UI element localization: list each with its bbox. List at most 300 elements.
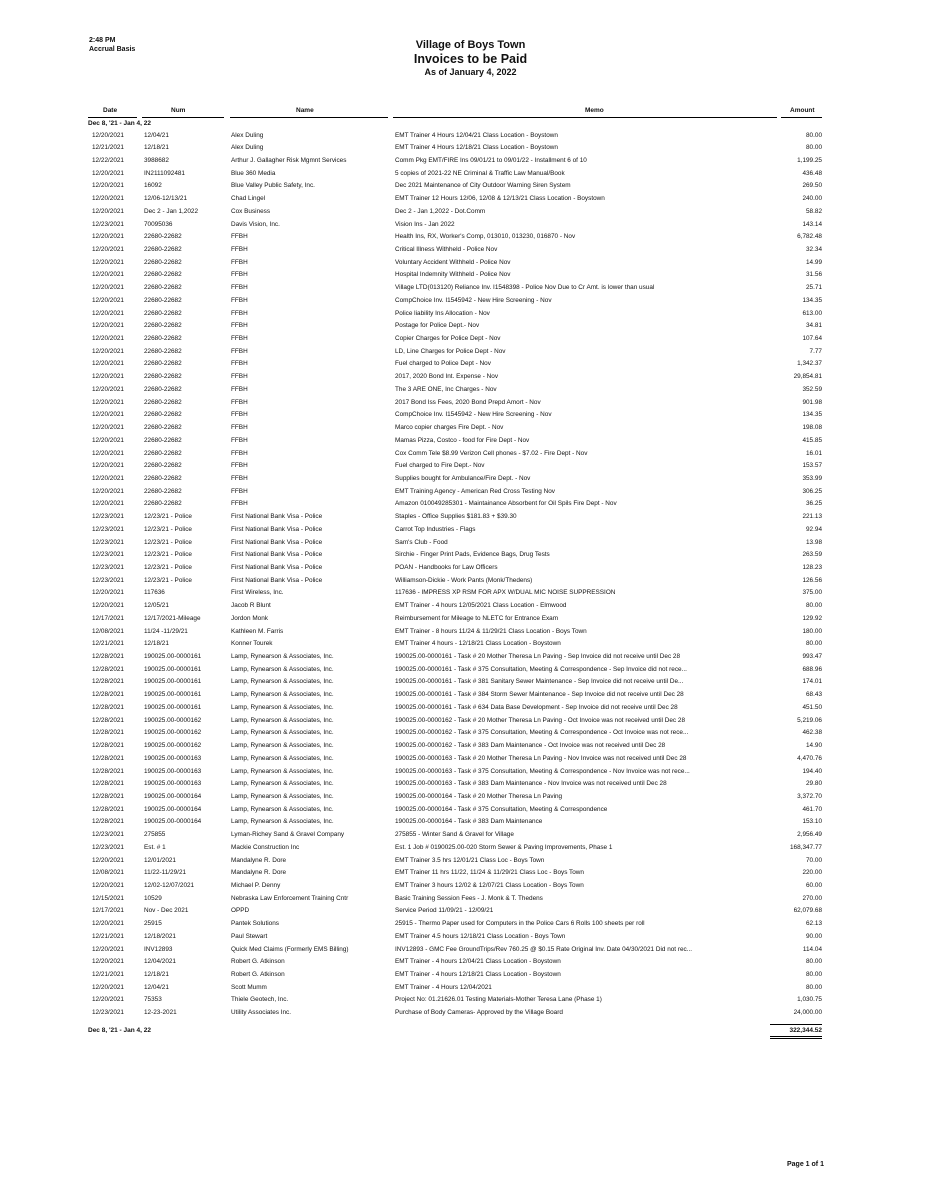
table-row xyxy=(0,348,929,361)
row-date: 12/20/2021 xyxy=(92,856,124,864)
table-row xyxy=(0,678,929,691)
table-row xyxy=(0,284,929,297)
table-row xyxy=(0,589,929,602)
row-date: 12/20/2021 xyxy=(92,958,124,966)
row-memo: EMT Trainer 4 hours - 12/18/21 Class Location - Boystown xyxy=(395,640,561,648)
row-date: 12/20/2021 xyxy=(92,373,124,381)
row-date: 12/20/2021 xyxy=(92,335,124,343)
row-num: 12/02-12/07/2021 xyxy=(144,881,195,889)
total-double-rule xyxy=(770,1036,822,1037)
row-memo: LD, Line Charges for Police Dept - Nov xyxy=(395,347,506,355)
row-memo: Vision Ins - Jan 2022 xyxy=(395,220,455,228)
table-row xyxy=(0,500,929,513)
table-row xyxy=(0,793,929,806)
row-name: Paul Stewart xyxy=(231,932,268,940)
row-amount: 14.99 xyxy=(806,258,822,266)
row-name: Alex Duling xyxy=(231,131,264,139)
row-amount: 70.00 xyxy=(806,856,822,864)
row-name: First National Bank Visa - Police xyxy=(231,563,323,571)
row-num: 190025.00-0000164 xyxy=(144,805,202,813)
table-row xyxy=(0,996,929,1009)
row-amount: 174.01 xyxy=(802,678,822,686)
row-date: 12/21/2021 xyxy=(92,144,124,152)
row-amount: 80.00 xyxy=(806,983,822,991)
row-amount: 62.13 xyxy=(806,920,822,928)
row-memo: EMT Trainer - 4 hours 12/18/21 Class Location - Boystown xyxy=(395,971,561,979)
row-date: 12/17/2021 xyxy=(92,614,124,622)
row-num: 12/04/21 xyxy=(144,983,169,991)
row-num: Est. # 1 xyxy=(144,843,166,851)
row-amount: 24,000.00 xyxy=(793,1009,822,1017)
row-memo: Supplies bought for Ambulance/Fire Dept. - Nov xyxy=(395,474,531,482)
row-memo: EMT Trainer 4 Hours 12/04/21 Class Location - Boystown xyxy=(395,131,558,139)
row-name: First National Bank Visa - Police xyxy=(231,538,323,546)
print-time: 2:48 PM xyxy=(89,37,116,44)
row-amount: 153.10 xyxy=(802,818,822,826)
row-amount: 34.81 xyxy=(806,322,822,330)
row-num: 12/01/2021 xyxy=(144,856,176,864)
row-num: 12/18/21 xyxy=(144,144,169,152)
row-name: Lamp, Rynearson & Associates, Inc. xyxy=(231,653,334,661)
row-memo: Carrot Top Industries - Flags xyxy=(395,525,476,533)
table-row xyxy=(0,246,929,259)
table-row xyxy=(0,144,929,157)
row-memo: 190025.00-0000164 - Task # 375 Consultation, Meeting & Correspondence xyxy=(395,805,608,813)
row-num: 22680-22682 xyxy=(144,360,182,368)
row-num: 11/24 -11/29/21 xyxy=(144,627,188,635)
row-amount: 269.50 xyxy=(802,182,822,190)
row-num: 22680-22682 xyxy=(144,462,182,470)
row-name: Nebraska Law Enforcement Training Cntr xyxy=(231,894,349,902)
table-row xyxy=(0,628,929,641)
row-memo: Sirchie - Finger Print Pads, Evidence Bags, Drug Tests xyxy=(395,551,550,559)
row-date: 12/28/2021 xyxy=(92,716,124,724)
row-amount: 32.34 xyxy=(806,245,822,253)
row-amount: 29.80 xyxy=(806,780,822,788)
row-memo: EMT Trainer - 4 hours 12/05/2021 Class Location - Elmwood xyxy=(395,602,567,610)
row-date: 12/20/2021 xyxy=(92,449,124,457)
row-num: 22680-22682 xyxy=(144,449,182,457)
row-amount: 270.00 xyxy=(802,894,822,902)
row-amount: 353.99 xyxy=(802,474,822,482)
row-date: 12/20/2021 xyxy=(92,258,124,266)
row-amount: 114.04 xyxy=(802,945,822,953)
total-amount: 322,344.52 xyxy=(789,1026,822,1034)
row-name: FFBH xyxy=(231,474,248,482)
row-num: 190025.00-0000164 xyxy=(144,792,202,800)
row-name: FFBH xyxy=(231,258,248,266)
row-amount: 80.00 xyxy=(806,144,822,152)
row-amount: 90.00 xyxy=(806,932,822,940)
row-amount: 68.43 xyxy=(806,691,822,699)
row-date: 12/23/2021 xyxy=(92,563,124,571)
row-num: 22680-22682 xyxy=(144,398,182,406)
row-num: 12/23/21 - Police xyxy=(144,538,192,546)
row-date: 12/20/2021 xyxy=(92,487,124,495)
row-memo: EMT Trainer 3.5 hrs 12/01/21 Class Loc - Boys Town xyxy=(395,856,545,864)
row-amount: 198.08 xyxy=(802,424,822,432)
table-row xyxy=(0,271,929,284)
row-amount: 92.94 xyxy=(806,525,822,533)
row-num: 22680-22682 xyxy=(144,296,182,304)
row-num: 22680-22682 xyxy=(144,474,182,482)
row-memo: 2017 Bond Iss Fees, 2020 Bond Prepd Amort - Nov xyxy=(395,398,541,406)
row-date: 12/23/2021 xyxy=(92,538,124,546)
row-name: FFBH xyxy=(231,385,248,393)
row-amount: 1,030.75 xyxy=(797,996,822,1004)
header-rule xyxy=(781,117,822,118)
table-row xyxy=(0,857,929,870)
row-name: Kathleen M. Farris xyxy=(231,627,284,635)
table-row xyxy=(0,704,929,717)
row-memo: Sam's Club - Food xyxy=(395,538,448,546)
row-num: 12/23/21 - Police xyxy=(144,576,192,584)
row-amount: 29,854.81 xyxy=(793,373,822,381)
row-amount: 134.35 xyxy=(802,296,822,304)
row-amount: 220.00 xyxy=(802,869,822,877)
row-memo: EMT Training Agency - American Red Cross Testing Nov xyxy=(395,487,555,495)
report-title: Invoices to be Paid xyxy=(413,52,528,66)
row-name: FFBH xyxy=(231,398,248,406)
row-date: 12/20/2021 xyxy=(92,131,124,139)
table-row xyxy=(0,946,929,959)
row-date: 12/23/2021 xyxy=(92,576,124,584)
row-amount: 436.48 xyxy=(802,169,822,177)
row-num: 190025.00-0000161 xyxy=(144,678,202,686)
row-name: FFBH xyxy=(231,424,248,432)
row-date: 12/23/2021 xyxy=(92,525,124,533)
row-num: 22680-22682 xyxy=(144,335,182,343)
row-amount: 352.59 xyxy=(802,385,822,393)
row-name: FFBH xyxy=(231,487,248,495)
row-name: Lyman-Richey Sand & Gravel Company xyxy=(231,831,345,839)
row-amount: 80.00 xyxy=(806,971,822,979)
row-memo: Basic Training Session Fees - J. Monk & T. Thedens xyxy=(395,894,543,902)
row-date: 12/20/2021 xyxy=(92,271,124,279)
row-num: 275855 xyxy=(144,831,166,839)
row-name: FFBH xyxy=(231,322,248,330)
row-num: 190025.00-0000162 xyxy=(144,716,202,724)
table-row xyxy=(0,526,929,539)
row-amount: 25.71 xyxy=(806,284,822,292)
row-name: First Wireless, Inc. xyxy=(231,589,284,597)
row-amount: 613.00 xyxy=(802,309,822,317)
row-name: Lamp, Rynearson & Associates, Inc. xyxy=(231,729,334,737)
row-name: Jacob R Blunt xyxy=(231,602,271,610)
table-row xyxy=(0,373,929,386)
row-date: 12/20/2021 xyxy=(92,881,124,889)
table-row xyxy=(0,691,929,704)
row-num: 12-23-2021 xyxy=(144,1009,177,1017)
table-row xyxy=(0,780,929,793)
row-memo: Fuel charged to Police Dept - Nov xyxy=(395,360,491,368)
row-amount: 194.40 xyxy=(802,767,822,775)
table-row xyxy=(0,717,929,730)
table-row xyxy=(0,653,929,666)
row-num: 22680-22682 xyxy=(144,373,182,381)
table-row xyxy=(0,895,929,908)
row-memo: Purchase of Body Cameras- Approved by the Village Board xyxy=(395,1009,563,1017)
row-date: 12/20/2021 xyxy=(92,296,124,304)
row-date: 12/21/2021 xyxy=(92,971,124,979)
row-memo: 190025.00-0000161 - Task # 375 Consultation, Meeting & Correspondence - Sep Invoice did not rece... xyxy=(395,665,687,673)
row-name: Jordon Monk xyxy=(231,614,268,622)
row-date: 12/20/2021 xyxy=(92,284,124,292)
row-name: Quick Med Claims (Formerly EMS Billing) xyxy=(231,945,349,953)
row-name: FFBH xyxy=(231,347,248,355)
row-memo: Fuel charged to Fire Dept.- Nov xyxy=(395,462,485,470)
row-memo: 190025.00-0000161 - Task # 381 Sanitary Sewer Maintenance - Sep Invoice did not receive until De... xyxy=(395,678,684,686)
row-memo: Copier Charges for Police Dept - Nov xyxy=(395,335,501,343)
row-date: 12/20/2021 xyxy=(92,462,124,470)
row-amount: 375.00 xyxy=(802,589,822,597)
row-name: Lamp, Rynearson & Associates, Inc. xyxy=(231,805,334,813)
row-memo: 190025.00-0000162 - Task # 20 Mother Theresa Ln Paving - Oct Invoice was not received until Dec 28 xyxy=(395,716,685,724)
row-date: 12/20/2021 xyxy=(92,360,124,368)
row-memo: Marco copier charges Fire Dept. - Nov xyxy=(395,424,504,432)
table-row xyxy=(0,971,929,984)
row-name: Konner Tourek xyxy=(231,640,273,648)
row-amount: 993.47 xyxy=(802,653,822,661)
table-row xyxy=(0,1009,929,1022)
row-num: 12/23/21 - Police xyxy=(144,513,192,521)
row-memo: 190025.00-0000163 - Task # 20 Mother Theresa Ln Paving - Nov Invoice was not received until Dec 28 xyxy=(395,754,687,762)
table-row xyxy=(0,539,929,552)
row-name: FFBH xyxy=(231,411,248,419)
row-memo: INV12893 - GMC Fee GroundTrips/Rev 760.25 @ $0.15 Rate Original Inv. Date 04/30/2021 Did not rec... xyxy=(395,945,693,953)
row-memo: POAN - Handbooks for Law Officers xyxy=(395,563,498,571)
table-row xyxy=(0,844,929,857)
row-amount: 451.50 xyxy=(802,703,822,711)
row-memo: EMT Trainer - 4 Hours 12/04/2021 xyxy=(395,983,492,991)
row-date: 12/28/2021 xyxy=(92,678,124,686)
row-num: 190025.00-0000162 xyxy=(144,742,202,750)
table-row xyxy=(0,259,929,272)
row-memo: 25915 - Thermo Paper used for Computers in the Police Cars 6 Rolls 100 sheets per roll xyxy=(395,920,645,928)
row-num: 12/05/21 xyxy=(144,602,169,610)
row-amount: 80.00 xyxy=(806,958,822,966)
row-date: 12/20/2021 xyxy=(92,169,124,177)
row-name: First National Bank Visa - Police xyxy=(231,576,323,584)
table-row xyxy=(0,335,929,348)
row-date: 12/20/2021 xyxy=(92,347,124,355)
row-name: Lamp, Rynearson & Associates, Inc. xyxy=(231,818,334,826)
row-name: Pantek Solutions xyxy=(231,920,279,928)
row-date: 12/28/2021 xyxy=(92,703,124,711)
column-header-memo: Memo xyxy=(585,107,604,114)
table-row xyxy=(0,132,929,145)
row-memo: 117636 - IMPRESS XP RSM FOR APX W/DUAL MIC NOISE SUPPRESSION xyxy=(395,589,616,597)
row-name: Lamp, Rynearson & Associates, Inc. xyxy=(231,665,334,673)
row-date: 12/20/2021 xyxy=(92,182,124,190)
row-name: Robert G. Atkinson xyxy=(231,958,285,966)
header-rule xyxy=(393,117,777,118)
row-memo: CompChoice Inv. I1545942 - New Hire Screening - Nov xyxy=(395,411,552,419)
row-memo: 190025.00-0000162 - Task # 375 Consultation, Meeting & Correspondence - Oct Invoice was not rece... xyxy=(395,729,689,737)
header-rule xyxy=(142,117,224,118)
row-num: 190025.00-0000163 xyxy=(144,754,202,762)
row-memo: Est. 1 Job # 0190025.00-020 Storm Sewer & Paving Improvements, Phase 1 xyxy=(395,843,613,851)
table-row xyxy=(0,424,929,437)
row-memo: Service Period 11/09/21 - 12/09/21 xyxy=(395,907,494,915)
row-amount: 128.23 xyxy=(802,563,822,571)
table-row xyxy=(0,221,929,234)
row-num: IN2111092481 xyxy=(144,169,185,177)
row-num: 22680-22682 xyxy=(144,258,182,266)
row-name: Lamp, Rynearson & Associates, Inc. xyxy=(231,780,334,788)
table-row xyxy=(0,806,929,819)
row-date: 12/20/2021 xyxy=(92,309,124,317)
row-date: 12/20/2021 xyxy=(92,411,124,419)
row-memo: 5 copies of 2021-22 NE Criminal & Traffic Law Manual/Book xyxy=(395,169,565,177)
table-row xyxy=(0,920,929,933)
row-memo: Police liability Ins Allocation - Nov xyxy=(395,309,490,317)
row-memo: 190025.00-0000161 - Task # 20 Mother Theresa Ln Paving - Sep Invoice did not receive until Dec 28 xyxy=(395,653,681,661)
row-name: Arthur J. Gallagher Risk Mgmnt Services xyxy=(231,156,347,164)
page-number: Page 1 of 1 xyxy=(787,1161,824,1168)
row-name: Michael P. Denny xyxy=(231,881,281,889)
row-num: Nov - Dec 2021 xyxy=(144,907,189,915)
table-row xyxy=(0,475,929,488)
row-date: 12/20/2021 xyxy=(92,920,124,928)
row-name: FFBH xyxy=(231,335,248,343)
row-memo: EMT Trainer - 4 hours 12/04/21 Class Location - Boystown xyxy=(395,958,561,966)
report-header xyxy=(0,39,929,77)
row-amount: 80.00 xyxy=(806,602,822,610)
row-name: OPPD xyxy=(231,907,250,915)
row-memo: Health Ins, RX, Worker's Comp, 013010, 013230, 016870 - Nov xyxy=(395,233,576,241)
row-date: 12/20/2021 xyxy=(92,983,124,991)
row-date: 12/08/2021 xyxy=(92,869,124,877)
row-name: First National Bank Visa - Police xyxy=(231,525,323,533)
table-row xyxy=(0,907,929,920)
table-row xyxy=(0,831,929,844)
row-date: 12/20/2021 xyxy=(92,195,124,203)
row-date: 12/21/2021 xyxy=(92,640,124,648)
table-row xyxy=(0,869,929,882)
row-amount: 1,342.37 xyxy=(797,360,822,368)
column-header-num: Num xyxy=(171,107,186,114)
row-amount: 1,199.25 xyxy=(797,156,822,164)
table-row xyxy=(0,933,929,946)
row-date: 12/23/2021 xyxy=(92,831,124,839)
row-date: 12/20/2021 xyxy=(92,233,124,241)
row-name: FFBH xyxy=(231,436,248,444)
row-memo: Reimbursement for Mileage to NLETC for Entrance Exam xyxy=(395,614,559,622)
row-num: 12/06-12/13/21 xyxy=(144,195,187,203)
row-memo: Cox Comm Tele $8.99 Verizon Cell phones - $7.02 - Fire Dept - Nov xyxy=(395,449,588,457)
total-double-rule xyxy=(770,1038,822,1039)
row-name: FFBH xyxy=(231,462,248,470)
row-amount: 143.14 xyxy=(802,220,822,228)
table-row xyxy=(0,462,929,475)
total-label: Dec 8, '21 - Jan 4, 22 xyxy=(88,1026,151,1034)
row-num: 190025.00-0000161 xyxy=(144,691,202,699)
table-row xyxy=(0,666,929,679)
row-memo: The 3 ARE ONE, Inc Charges - Nov xyxy=(395,385,497,393)
row-name: Robert G. Atkinson xyxy=(231,971,285,979)
total-rule xyxy=(770,1024,822,1025)
row-date: 12/20/2021 xyxy=(92,436,124,444)
row-num: 12/04/21 xyxy=(144,131,169,139)
row-num: 22680-22682 xyxy=(144,436,182,444)
row-name: Mackie Construction Inc xyxy=(231,843,300,851)
table-row xyxy=(0,882,929,895)
header-rule xyxy=(88,117,137,118)
row-name: FFBH xyxy=(231,271,248,279)
table-row xyxy=(0,157,929,170)
table-row xyxy=(0,768,929,781)
row-date: 12/23/2021 xyxy=(92,843,124,851)
row-num: 190025.00-0000162 xyxy=(144,729,202,737)
table-row xyxy=(0,551,929,564)
row-memo: Williamson-Dickie - Work Pants (Monk/Thedens) xyxy=(395,576,533,584)
row-amount: 16.01 xyxy=(806,449,822,457)
table-row xyxy=(0,729,929,742)
row-name: Blue 360 Media xyxy=(231,169,276,177)
row-name: Thiele Geotech, Inc. xyxy=(231,996,289,1004)
row-amount: 2,956.49 xyxy=(797,831,822,839)
row-num: 22680-22682 xyxy=(144,322,182,330)
row-name: FFBH xyxy=(231,296,248,304)
row-amount: 221.13 xyxy=(802,513,822,521)
row-memo: Voluntary Accident Withheld - Police Nov xyxy=(395,258,511,266)
row-num: 22680-22682 xyxy=(144,385,182,393)
row-amount: 36.25 xyxy=(806,500,822,508)
row-amount: 126.56 xyxy=(802,576,822,584)
row-name: FFBH xyxy=(231,500,248,508)
row-name: FFBH xyxy=(231,309,248,317)
row-date: 12/20/2021 xyxy=(92,589,124,597)
row-num: 190025.00-0000161 xyxy=(144,703,202,711)
row-name: Chad Lingel xyxy=(231,195,266,203)
table-row xyxy=(0,564,929,577)
table-row xyxy=(0,958,929,971)
row-name: FFBH xyxy=(231,373,248,381)
row-num: 12/23/21 - Police xyxy=(144,551,192,559)
row-name: FFBH xyxy=(231,233,248,241)
table-row xyxy=(0,818,929,831)
row-memo: Hospital Indemnity Withheld - Police Nov xyxy=(395,271,511,279)
row-num: 190025.00-0000163 xyxy=(144,780,202,788)
row-amount: 129.92 xyxy=(802,614,822,622)
row-amount: 14.90 xyxy=(806,742,822,750)
row-amount: 80.00 xyxy=(806,131,822,139)
row-amount: 415.85 xyxy=(802,436,822,444)
row-memo: Village LTD(013120) Reliance Inv. I1548398 - Police Nov Due to Cr Amt. is lower than usual xyxy=(395,284,655,292)
row-num: 12/04/2021 xyxy=(144,958,176,966)
row-memo: CompChoice Inv. I1545942 - New Hire Screening - Nov xyxy=(395,296,552,304)
row-memo: Critical Illness Withheld - Police Nov xyxy=(395,245,498,253)
row-date: 12/20/2021 xyxy=(92,602,124,610)
row-date: 12/28/2021 xyxy=(92,792,124,800)
row-memo: 190025.00-0000163 - Task # 375 Consultation, Meeting & Correspondence - Nov Invoice was not rece... xyxy=(395,767,690,775)
row-memo: Dec 2 - Jan 1,2022 - Dot.Comm xyxy=(395,207,486,215)
row-num: 190025.00-0000164 xyxy=(144,818,202,826)
table-row xyxy=(0,742,929,755)
row-amount: 80.00 xyxy=(806,640,822,648)
row-amount: 5,219.06 xyxy=(797,716,822,724)
table-row xyxy=(0,399,929,412)
row-date: 12/23/2021 xyxy=(92,513,124,521)
row-memo: EMT Trainer 11 hrs 11/22, 11/24 & 11/29/21 Class Loc - Boys Town xyxy=(395,869,584,877)
table-row xyxy=(0,233,929,246)
report-date: As of January 4, 2022 xyxy=(424,67,517,77)
row-amount: 60.00 xyxy=(806,881,822,889)
row-name: Lamp, Rynearson & Associates, Inc. xyxy=(231,716,334,724)
row-num: 22680-22682 xyxy=(144,309,182,317)
row-amount: 263.59 xyxy=(802,551,822,559)
